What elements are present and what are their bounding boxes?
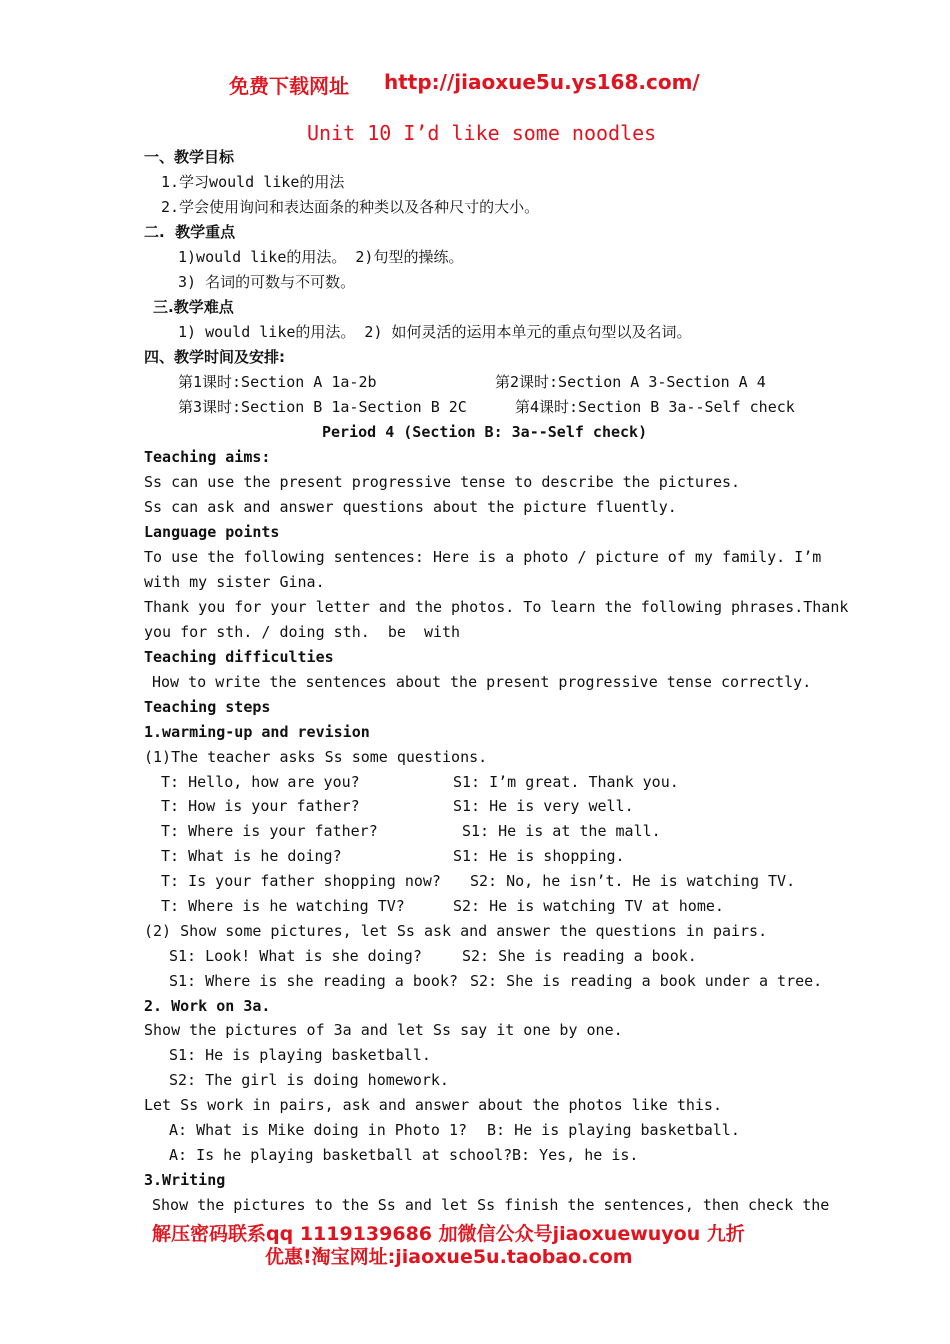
- step-3-heading: 3.Writing: [144, 1171, 226, 1189]
- keypoint-1: 1)would like的用法。 2)句型的操练。: [178, 248, 464, 266]
- dialog-line-b: S2: She is reading a book.: [462, 947, 697, 965]
- keypoint-2: 3) 名词的可数与不可数。: [178, 273, 356, 291]
- dialog-line-a: S1: Look! What is she doing?: [169, 947, 422, 965]
- dialog-line-a: A: What is Mike doing in Photo 1?: [169, 1121, 468, 1139]
- dialog-teacher-line: T: Where is your father?: [161, 822, 378, 840]
- step-1-intro: (1)The teacher asks Ss some questions.: [144, 748, 488, 766]
- dialog-teacher-line: T: How is your father?: [161, 797, 360, 815]
- difficult-heading: 三.教学难点: [153, 298, 234, 316]
- aim-2: Ss can ask and answer questions about the picture fluently.: [144, 498, 677, 516]
- dialog-student-line: S1: He is at the mall.: [462, 822, 661, 840]
- footer-line-1: 解压密码联系qq 1119139686 加微信公众号jiaoxuewuyou 九折: [152, 1223, 745, 1245]
- dialog-line-b: B: He is playing basketball.: [487, 1121, 740, 1139]
- goals-heading: 一、教学目标: [144, 148, 235, 166]
- goal-2: 2.学会使用询问和表达面条的种类以及各种尺寸的大小。: [161, 198, 540, 216]
- goal-1: 1.学习would like的用法: [161, 173, 345, 191]
- schedule-1: 第1课时:Section A 1a-2b: [178, 373, 377, 391]
- step-3-text: Show the pictures to the Ss and let Ss finish the sentences, then check the: [152, 1196, 830, 1214]
- language-point-line-1: To use the following sentences: Here is a photo / picture of my family. I’m: [144, 548, 822, 566]
- header-url[interactable]: http://jiaoxue5u.ys168.com/: [384, 70, 700, 94]
- aim-1: Ss can use the present progressive tense to describe the pictures.: [144, 473, 741, 491]
- language-point-line-2: with my sister Gina.: [144, 573, 325, 591]
- step-1-part-2: (2) Show some pictures, let Ss ask and answer the questions in pairs.: [144, 922, 768, 940]
- footer-line-2: 优惠!淘宝网址:jiaoxue5u.taobao.com: [265, 1246, 633, 1268]
- language-points-heading: Language points: [144, 523, 280, 541]
- schedule-heading: 四、教学时间及安排:: [144, 348, 285, 366]
- dialog-line-b: S2: She is reading a book under a tree.: [470, 972, 823, 990]
- dialog-student-line: S1: He is shopping.: [453, 847, 625, 865]
- aims-heading: Teaching aims:: [144, 448, 271, 466]
- dialog-teacher-line: T: Hello, how are you?: [161, 773, 360, 791]
- teaching-steps-heading: Teaching steps: [144, 698, 271, 716]
- step-1-heading: 1.warming-up and revision: [144, 723, 370, 741]
- dialog-line-a: A: Is he playing basketball at school?: [169, 1146, 513, 1164]
- schedule-4: 第4课时:Section B 3a--Self check: [515, 398, 795, 416]
- dialog-teacher-line: T: Is your father shopping now?: [161, 872, 441, 890]
- dialog-teacher-line: T: Where is he watching TV?: [161, 897, 405, 915]
- period-heading: Period 4 (Section B: 3a--Self check): [322, 423, 648, 441]
- dialog-student-line: S1: I’m great. Thank you.: [453, 773, 679, 791]
- difficulty-1: 1) would like的用法。 2) 如何灵活的运用本单元的重点句型以及名词。: [178, 323, 692, 341]
- schedule-3: 第3课时:Section B 1a-Section B 2C: [178, 398, 467, 416]
- dialog-student-line: S2: He is watching TV at home.: [453, 897, 724, 915]
- language-point-line-3: Thank you for your letter and the photos. To learn the following phrases.Thank: [144, 598, 849, 616]
- language-point-line-4: you for sth. / doing sth. be with: [144, 623, 461, 641]
- dialog-line-a: S1: Where is she reading a book?: [169, 972, 458, 990]
- teaching-difficulty-1: How to write the sentences about the present progressive tense correctly.: [152, 673, 812, 691]
- step-2-s1: S1: He is playing basketball.: [169, 1046, 431, 1064]
- page-title: Unit 10 I’d like some noodles: [307, 121, 657, 145]
- dialog-line-b: B: Yes, he is.: [512, 1146, 639, 1164]
- header-label: 免费下载网址: [229, 74, 349, 98]
- dialog-student-line: S1: He is very well.: [453, 797, 634, 815]
- schedule-2: 第2课时:Section A 3-Section A 4: [495, 373, 766, 391]
- step-2-intro: Show the pictures of 3a and let Ss say it one by one.: [144, 1021, 623, 1039]
- teaching-difficulties-heading: Teaching difficulties: [144, 648, 334, 666]
- step-2-s2: S2: The girl is doing homework.: [169, 1071, 449, 1089]
- dialog-student-line: S2: No, he isn’t. He is watching TV.: [470, 872, 796, 890]
- step-2-heading: 2. Work on 3a.: [144, 997, 271, 1015]
- step-2-pairs: Let Ss work in pairs, ask and answer about the photos like this.: [144, 1096, 722, 1114]
- dialog-teacher-line: T: What is he doing?: [161, 847, 342, 865]
- keypoints-heading: 二. 教学重点: [144, 223, 236, 241]
